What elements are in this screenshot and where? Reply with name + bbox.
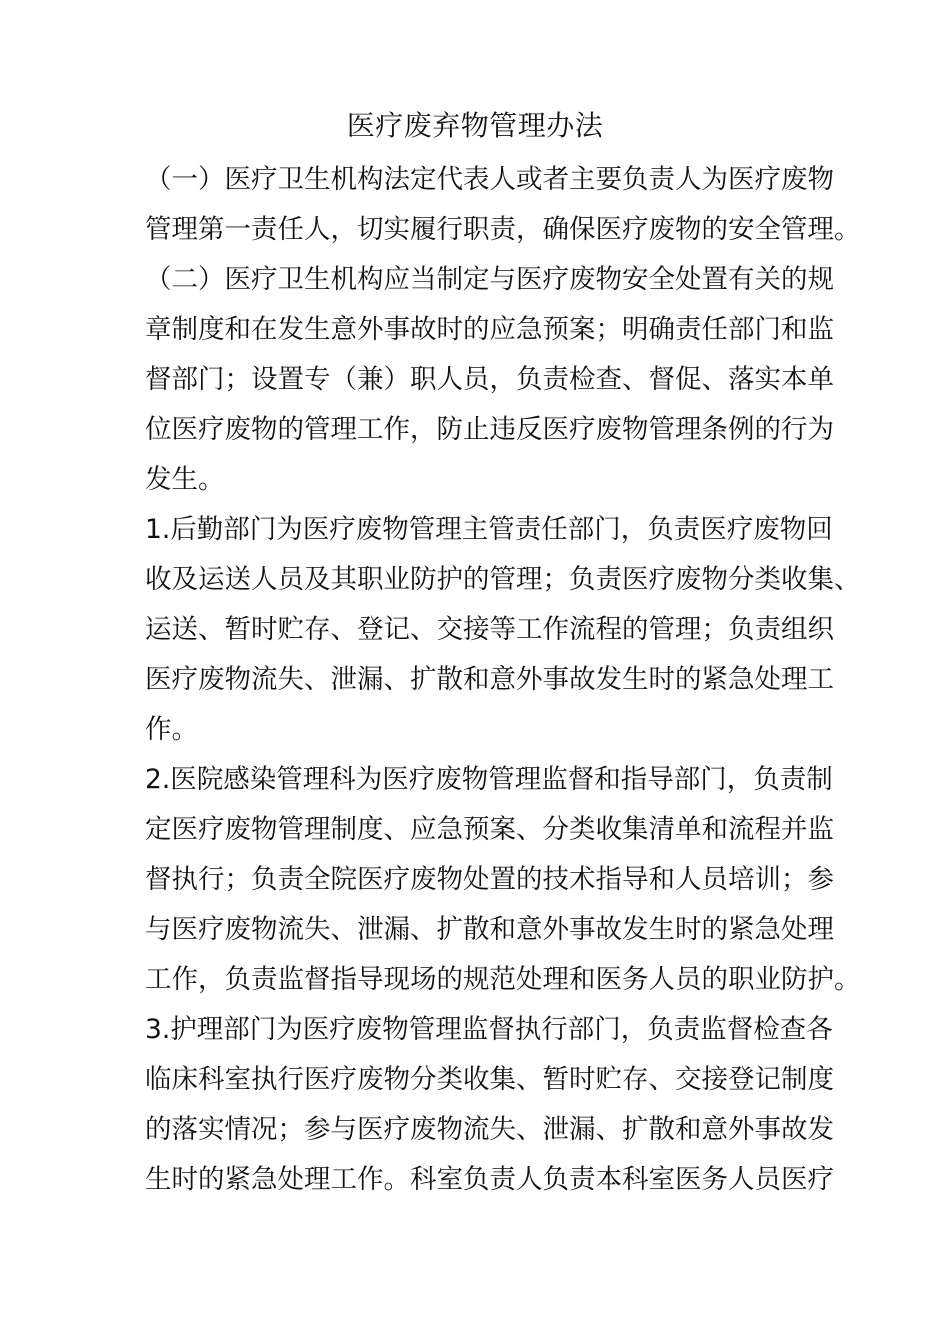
body-line: 收及运送人员及其职业防护的管理；负责医疗废物分类收集、 xyxy=(145,564,861,595)
body-line: 3.护理部门为医疗废物管理监督执行部门，负责监督检查各 xyxy=(145,1014,833,1045)
body-line: 工作，负责监督指导现场的规范处理和医务人员的职业防护。 xyxy=(145,964,861,995)
body-line: 医疗废物流失、泄漏、扩散和意外事故发生时的紧急处理工 xyxy=(145,664,834,695)
body-line: 管理第一责任人，切实履行职责，确保医疗废物的安全管理。 xyxy=(145,214,861,245)
body-line: 定医疗废物管理制度、应急预案、分类收集清单和流程并监 xyxy=(145,814,834,845)
body-line: 1.后勤部门为医疗废物管理主管责任部门，负责医疗废物回 xyxy=(145,514,833,545)
body-line: 2.医院感染管理科为医疗废物管理监督和指导部门，负责制 xyxy=(145,764,833,795)
body-line: 作。 xyxy=(145,714,198,745)
body-line: 临床科室执行医疗废物分类收集、暂时贮存、交接登记制度 xyxy=(145,1064,834,1095)
document-title: 医疗废弃物管理办法 xyxy=(346,109,604,142)
body-line: 督部门；设置专（兼）职人员，负责检查、督促、落实本单 xyxy=(145,364,834,395)
document-body xyxy=(145,160,861,1210)
body-line: （一）医疗卫生机构法定代表人或者主要负责人为医疗废物 xyxy=(145,164,834,195)
body-line: 发生。 xyxy=(145,464,225,495)
body-line: 的落实情况；参与医疗废物流失、泄漏、扩散和意外事故发 xyxy=(145,1114,834,1145)
body-line: 与医疗废物流失、泄漏、扩散和意外事故发生时的紧急处理 xyxy=(145,914,834,945)
body-line: （二）医疗卫生机构应当制定与医疗废物安全处置有关的规 xyxy=(145,264,834,295)
body-line: 督执行；负责全院医疗废物处置的技术指导和人员培训；参 xyxy=(145,864,834,895)
body-line: 生时的紧急处理工作。科室负责人负责本科室医务人员医疗 xyxy=(145,1164,834,1195)
body-line: 章制度和在发生意外事故时的应急预案；明确责任部门和监 xyxy=(145,314,834,345)
body-line: 运送、暂时贮存、登记、交接等工作流程的管理；负责组织 xyxy=(145,614,834,645)
body-line: 位医疗废物的管理工作，防止违反医疗废物管理条例的行为 xyxy=(145,414,834,445)
